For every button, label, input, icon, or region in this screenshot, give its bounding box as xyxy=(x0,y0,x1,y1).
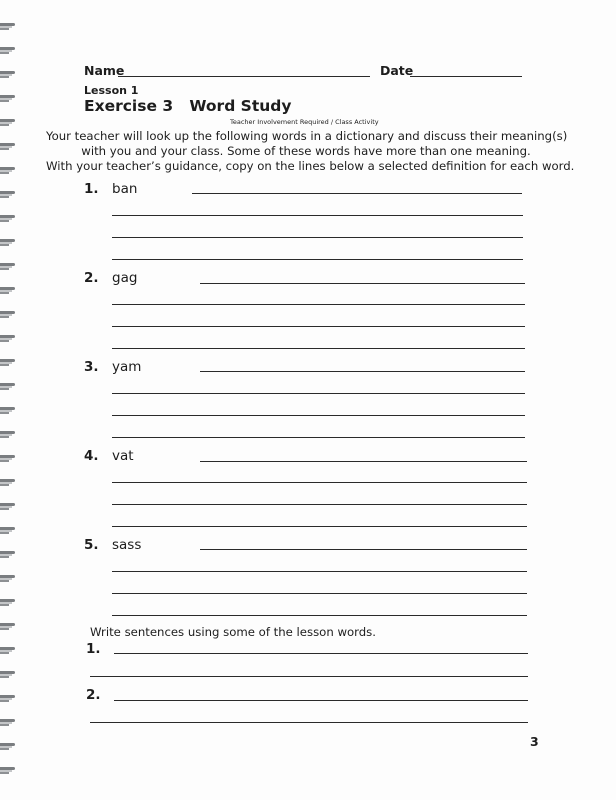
spiral-coil xyxy=(0,527,15,534)
spiral-binding xyxy=(0,0,18,800)
word-label: gag xyxy=(112,270,138,286)
name-label: Name xyxy=(84,63,125,78)
spiral-coil xyxy=(0,191,15,198)
definition-line[interactable] xyxy=(112,504,527,505)
definition-line[interactable] xyxy=(112,437,525,438)
spiral-coil xyxy=(0,335,15,342)
definition-line[interactable] xyxy=(200,371,525,372)
spiral-coil xyxy=(0,167,15,174)
spiral-coil xyxy=(0,575,15,582)
definition-line[interactable] xyxy=(112,326,525,327)
spiral-coil xyxy=(0,71,15,78)
date-label: Date xyxy=(380,63,414,78)
word-number: 3. xyxy=(84,359,99,375)
spiral-coil xyxy=(0,407,15,414)
date-field-line[interactable] xyxy=(410,76,522,77)
spiral-coil xyxy=(0,599,15,606)
word-number: 5. xyxy=(84,537,99,553)
sentence-line[interactable] xyxy=(90,722,528,723)
spiral-coil xyxy=(0,767,15,774)
spiral-coil xyxy=(0,671,15,678)
spiral-coil xyxy=(0,431,15,438)
spiral-coil xyxy=(0,263,15,270)
lesson-label: Lesson 1 xyxy=(84,84,139,97)
spiral-coil xyxy=(0,119,15,126)
definition-line[interactable] xyxy=(112,415,525,416)
definition-line[interactable] xyxy=(112,593,527,594)
spiral-coil xyxy=(0,479,15,486)
instructions-line-2: with you and your class. Some of these words have more than one meaning. xyxy=(81,144,531,158)
page-number: 3 xyxy=(530,734,539,749)
spiral-coil xyxy=(0,215,15,222)
spiral-coil xyxy=(0,311,15,318)
spiral-coil xyxy=(0,695,15,702)
spiral-coil xyxy=(0,47,15,54)
definition-line[interactable] xyxy=(112,259,523,260)
word-label: sass xyxy=(112,537,142,553)
definition-line[interactable] xyxy=(200,461,527,462)
spiral-coil xyxy=(0,359,15,366)
spiral-coil xyxy=(0,551,15,558)
definition-line[interactable] xyxy=(112,348,525,349)
definition-line[interactable] xyxy=(200,283,525,284)
spiral-coil xyxy=(0,623,15,630)
definition-line[interactable] xyxy=(192,193,522,194)
spiral-coil xyxy=(0,23,15,30)
spiral-coil xyxy=(0,287,15,294)
spiral-coil xyxy=(0,239,15,246)
definition-line[interactable] xyxy=(112,237,523,238)
spiral-coil xyxy=(0,719,15,726)
spiral-coil xyxy=(0,143,15,150)
spiral-coil xyxy=(0,503,15,510)
spiral-coil xyxy=(0,743,15,750)
definition-line[interactable] xyxy=(112,215,523,216)
word-label: vat xyxy=(112,448,134,464)
definition-line[interactable] xyxy=(112,393,525,394)
definition-line[interactable] xyxy=(112,571,527,572)
word-number: 1. xyxy=(84,181,99,197)
sentence-line[interactable] xyxy=(114,700,528,701)
instructions-line-1: Your teacher will look up the following words in a dictionary and discuss their meaning(s) xyxy=(46,129,568,143)
sentence-number: 1. xyxy=(86,641,101,657)
spiral-coil xyxy=(0,647,15,654)
page-subtitle: Teacher Involvement Required / Class Activity xyxy=(230,118,379,126)
definition-line[interactable] xyxy=(200,549,527,550)
sentence-line[interactable] xyxy=(114,653,528,654)
spiral-coil xyxy=(0,383,15,390)
sentence-line[interactable] xyxy=(90,676,528,677)
definition-line[interactable] xyxy=(112,615,527,616)
sentences-prompt: Write sentences using some of the lesson words. xyxy=(90,625,376,639)
instructions-line-3: With your teacher’s guidance, copy on the lines below a selected definition for each word. xyxy=(46,159,575,173)
page-title: Exercise 3 Word Study xyxy=(84,97,292,115)
sentence-number: 2. xyxy=(86,687,101,703)
spiral-coil xyxy=(0,95,15,102)
definition-line[interactable] xyxy=(112,526,527,527)
definition-line[interactable] xyxy=(112,304,525,305)
definition-line[interactable] xyxy=(112,482,527,483)
word-label: yam xyxy=(112,359,142,375)
spiral-coil xyxy=(0,455,15,462)
word-number: 4. xyxy=(84,448,99,464)
word-number: 2. xyxy=(84,270,99,286)
name-field-line[interactable] xyxy=(118,76,370,77)
word-label: ban xyxy=(112,181,138,197)
